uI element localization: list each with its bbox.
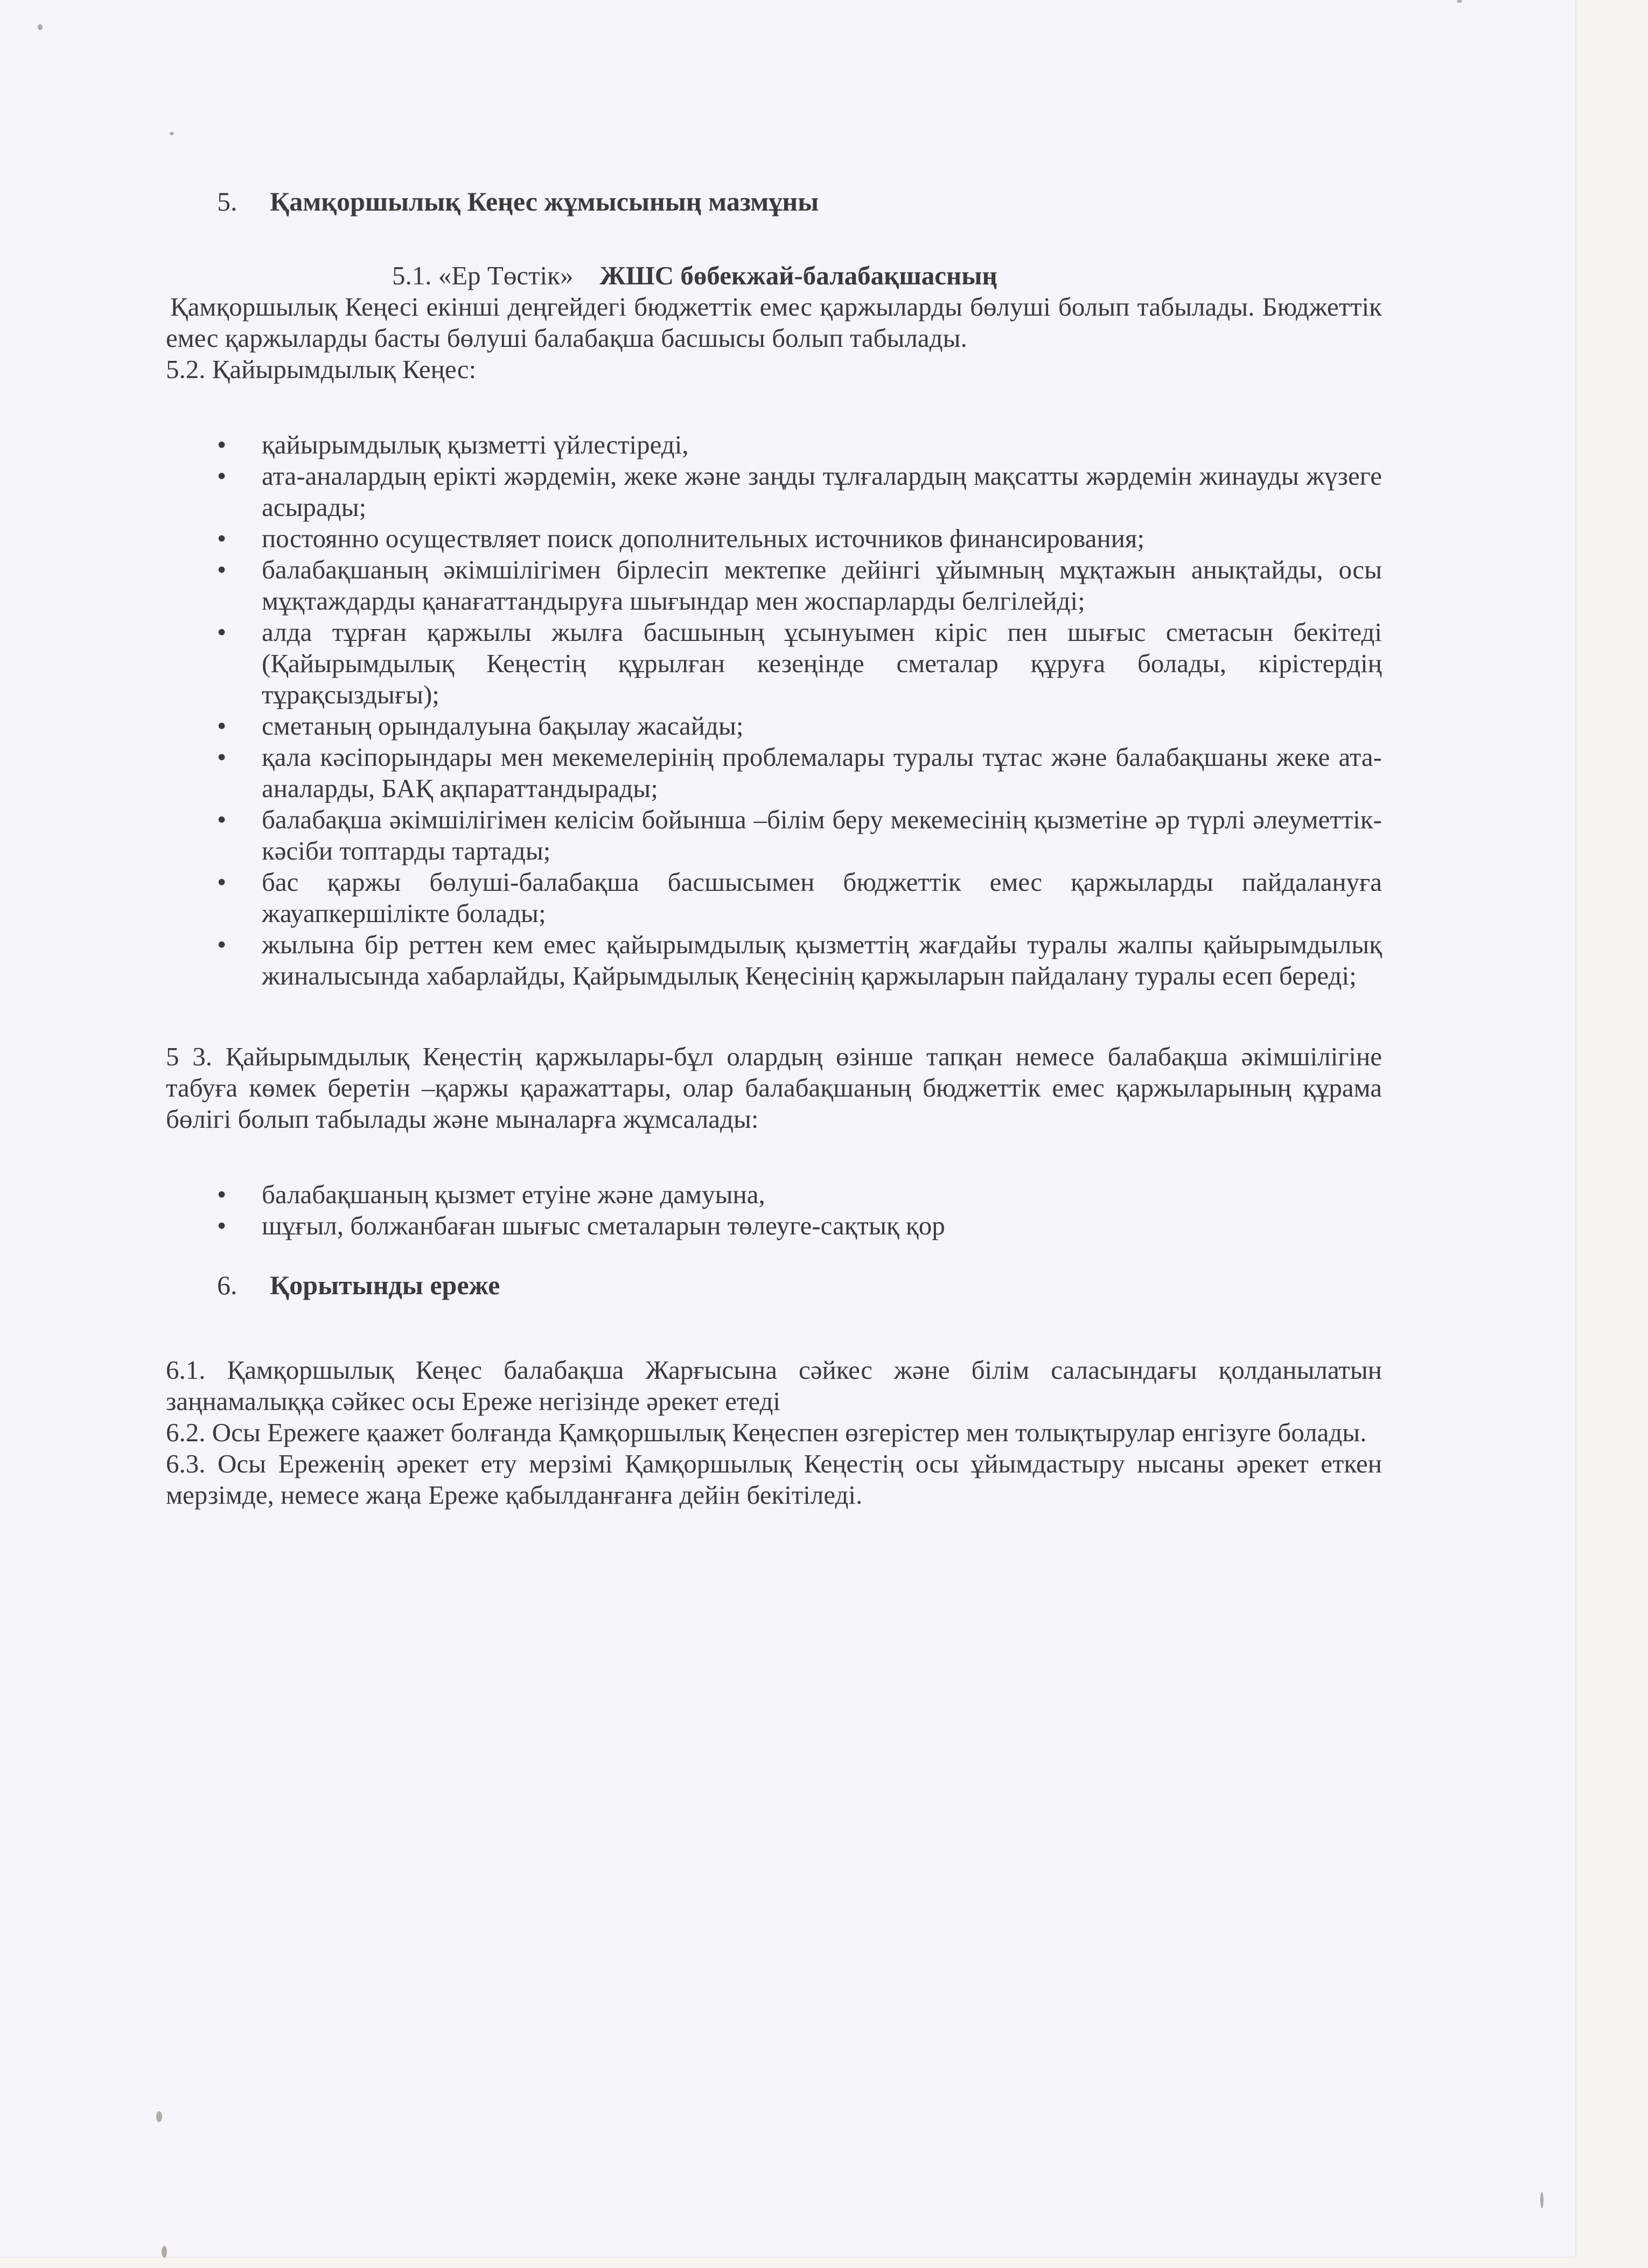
section-number: 5. — [217, 186, 238, 217]
document-body — [166, 186, 1382, 1511]
bullet-icon: • — [217, 867, 227, 897]
section-5-heading — [166, 186, 1382, 217]
clause-6-3: 6.3. Осы Ереженің әрекет ету мерзімі Қамқоршылық Кеңестің осы ұйымдастыру нысаны әрекет еткен мерзімде, немесе жаңа Ереже қабылданғанға дейін бекітіледі. — [166, 1449, 1382, 1510]
bullet-icon: • — [217, 1211, 227, 1240]
section-number: 6. — [217, 1270, 238, 1300]
bullet-icon: • — [217, 930, 227, 959]
scan-speck — [162, 2246, 167, 2258]
subsection-5-1-heading — [166, 260, 1382, 291]
list-item: • шұғыл, болжанбаған шығыс сметаларын төлеуге-сақтық қор — [217, 1211, 945, 1240]
bullet-icon: • — [217, 461, 227, 491]
bullet-icon: • — [217, 805, 227, 834]
organization-name: ЖШС бөбекжай-балабақшасның — [599, 261, 997, 290]
list-item: • ата-аналардың ерікті жәрдемін, жеке және заңды тұлғалардың мақсатты жәрдемін жинауды жүзеге асырады; — [217, 461, 1382, 522]
section-title: Қамқоршылық Кеңес жұмысының мазмұны — [270, 186, 819, 217]
list-item: • сметаның орындалуына бақылау жасайды; — [217, 711, 744, 741]
scan-speck — [156, 2111, 162, 2122]
list-item: • балабақша әкімшілігімен келісім бойынша –білім беру мекемесінің қызметіне әр түрлі әлеуметтік-кәсіби топтарды тартады; — [217, 805, 1382, 866]
council-duties-list — [166, 429, 1382, 992]
list-item: • бас қаржы бөлуші-балабақша басшысымен бюджеттік емес қаржыларды пайдалануға жауапкершілікте болады; — [217, 867, 1382, 928]
clause-6-1: 6.1. Қамқоршылық Кеңес балабақша Жарғысына сәйкес және білім саласындағы қолданылатын заңнамалыққа сәйкес осы Ереже негізінде әрекет етеді — [166, 1355, 1382, 1416]
subsection-5-1-paragraph: Қамқоршылық Кеңесі екінші деңгейдегі бюджеттік емес қаржыларды бөлуші болып табылады. Бюджеттік емес қаржыларды басты бөлуші балабақша басшысы болып табылады. — [166, 292, 1382, 353]
bullet-icon: • — [217, 617, 227, 647]
section-title: Қорытынды ереже — [270, 1270, 500, 1300]
scan-speck — [170, 132, 174, 135]
bullet-icon: • — [217, 742, 227, 772]
scan-speck — [38, 24, 43, 30]
list-item: • қайырымдылық қызметті үйлестіреді, — [217, 430, 689, 459]
bullet-icon: • — [217, 430, 227, 459]
section-6-heading — [166, 1269, 1382, 1301]
spending-list — [166, 1179, 1382, 1241]
scan-speck — [1457, 0, 1462, 3]
subsection-5-3-paragraph: 5 3. Қайырымдылық Кеңестің қаржылары-бұл олардың өзінше тапқан немесе балабақша әкімшілігіне табуға көмек беретін –қаржы қаражаттары, олар балабақшаның бюджеттік емес қаржыларының құрама бөлігі болып табылады және мыналарға жұмсалады: — [166, 1042, 1382, 1134]
bullet-icon: • — [217, 711, 227, 741]
list-item: • қала кәсіпорындары мен мекемелерінің проблемалары туралы тұтас және балабақшаны жеке ата-аналарды, БАҚ ақпараттандырады; — [217, 742, 1382, 803]
list-item: • постоянно осуществляет поиск дополнительных источников финансирования; — [217, 524, 1145, 553]
list-item: • жылына бір реттен кем емес қайырымдылық қызметтің жағдайы туралы жалпы қайырымдылық жиналысында хабарлайды, Қайрымдылық Кеңесінің қаржыларын пайдалану туралы есеп береді; — [217, 930, 1382, 990]
subsection-prefix: 5.1. «Ер Төстік» — [392, 261, 574, 290]
clause-6-2: 6.2. Осы Ережеге қаажет болғанда Қамқоршылық Кеңеспен өзгерістер мен толықтырулар енгізуге болады. — [166, 1418, 1367, 1447]
list-item: • балабақшаның әкімшілігімен бірлесіп мектепке дейінгі ұйымның мұқтажын анықтайды, осы мұқтаждарды қанағаттандыруға шығындар мен жоспарларды белгілейді; — [217, 555, 1382, 616]
bullet-icon: • — [217, 524, 227, 553]
scan-speck — [1540, 2192, 1544, 2208]
subsection-5-2-heading: 5.2. Қайырымдылық Кеңес: — [166, 354, 477, 384]
bullet-icon: • — [217, 1180, 227, 1209]
list-item: • балабақшаның қызмет етуіне және дамуына, — [217, 1180, 765, 1209]
bullet-icon: • — [217, 555, 227, 584]
list-item: • алда тұрған қаржылы жылға басшының ұсынуымен кіріс пен шығыс сметасын бекітеді (Қайырымдылық Кеңестің құрылған кезеңінде сметалар құруға болады, кірістердің тұрақсыздығы); — [217, 617, 1382, 709]
